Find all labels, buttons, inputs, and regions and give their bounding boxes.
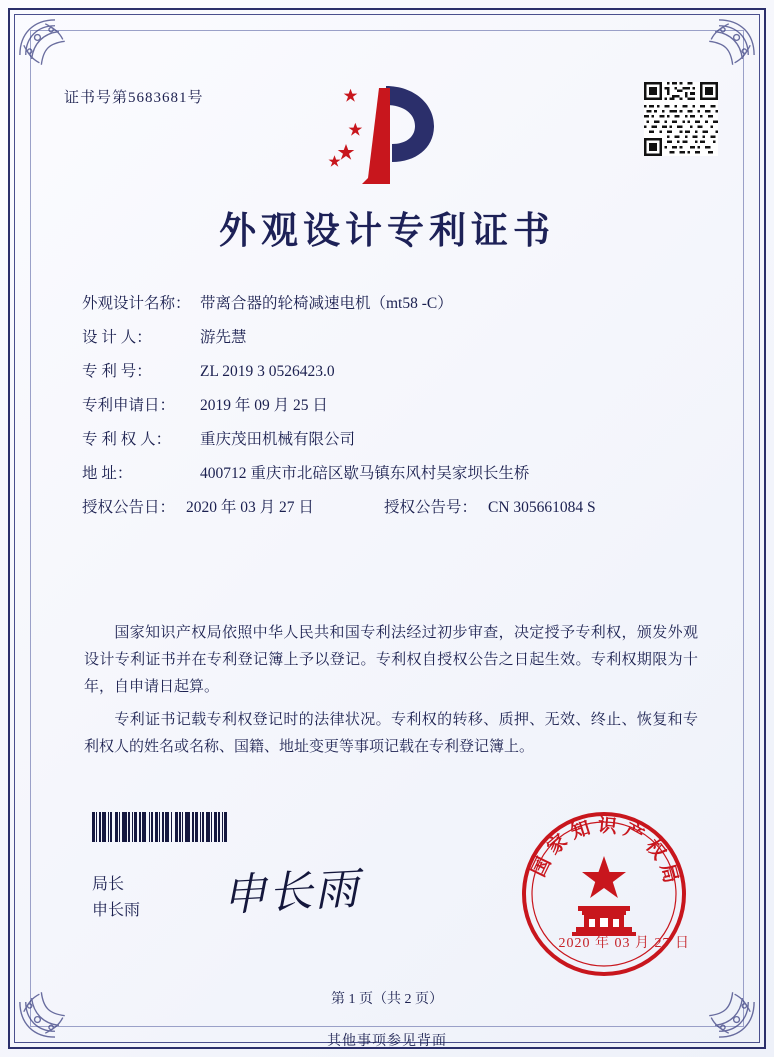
- patent-no-value: ZL 2019 3 0526423.0: [200, 363, 335, 380]
- patentee-value: 重庆茂田机械有限公司: [200, 431, 356, 448]
- design-name-value: 带离合器的轮椅减速电机（mt58 -C）: [200, 295, 453, 312]
- paragraph-1: [84, 620, 698, 701]
- grant-date-label: 授权公告日：: [82, 499, 176, 516]
- fields-block: [82, 296, 704, 534]
- qr-code-icon: [644, 82, 718, 156]
- director-name: 申长雨: [92, 902, 141, 919]
- designer-value: 游先慧: [200, 329, 247, 346]
- page-number: 第 1 页（共 2 页）: [331, 992, 443, 1007]
- director-block: [92, 872, 140, 924]
- patentee-label: 专 利 权 人：: [82, 431, 172, 448]
- svg-text:国家知识产权局: 国家知识产权局: [528, 815, 683, 892]
- field-grant-date: [82, 500, 384, 516]
- barcode: [92, 812, 288, 842]
- field-grant-row: [82, 500, 704, 516]
- official-seal: [520, 810, 688, 978]
- patent-no-label: 专 利 号：: [82, 363, 152, 380]
- application-date-label: 专利申请日：: [82, 397, 176, 414]
- paragraph-2: [84, 707, 698, 761]
- field-grant-no: [384, 500, 596, 516]
- paragraph-2-text: 专利证书记载专利权登记时的法律状况。专利权的转移、质押、无效、终止、恢复和专利权人的姓名或名称、国籍、地址变更等事项记载在专利登记簿上。: [84, 712, 698, 755]
- field-application-date: [82, 398, 704, 414]
- field-patent-no: [82, 364, 704, 380]
- field-patentee: [82, 432, 704, 448]
- certificate-number: 证书号第5683681号: [64, 90, 204, 106]
- corner-ornament-icon: [16, 16, 94, 94]
- field-designer: [82, 330, 704, 346]
- field-design-name: [82, 296, 704, 312]
- designer-label: 设 计 人：: [82, 329, 152, 346]
- address-label: 地 址：: [82, 465, 133, 482]
- paragraph-1-text: 国家知识产权局依照中华人民共和国专利法经过初步审查，决定授予专利权，颁发外观设计专利证书并在专利登记簿上予以登记。专利权自授权公告之日起生效。专利权期限为十年，自申请日起算。: [84, 625, 698, 695]
- page-title: 外观设计专利证书: [219, 211, 555, 252]
- application-date-value: 2019 年 09 月 25 日: [200, 397, 328, 414]
- seal-date: 2020 年 03 月 27 日: [558, 936, 690, 951]
- address-value: 400712 重庆市北碚区歇马镇东风村吴家坝长生桥: [200, 465, 530, 482]
- cnipa-emblem-icon: [322, 78, 452, 190]
- footnote: 其他事项参见背面: [327, 1034, 447, 1049]
- grant-no-value: CN 305661084 S: [488, 499, 596, 516]
- field-address: [82, 466, 704, 482]
- handwritten-signature: 申长雨: [220, 863, 362, 922]
- grant-no-label: 授权公告号：: [384, 499, 478, 516]
- design-name-label: 外观设计名称：: [82, 295, 191, 312]
- director-label: 局长: [92, 876, 125, 893]
- grant-date-value: 2020 年 03 月 27 日: [186, 499, 314, 516]
